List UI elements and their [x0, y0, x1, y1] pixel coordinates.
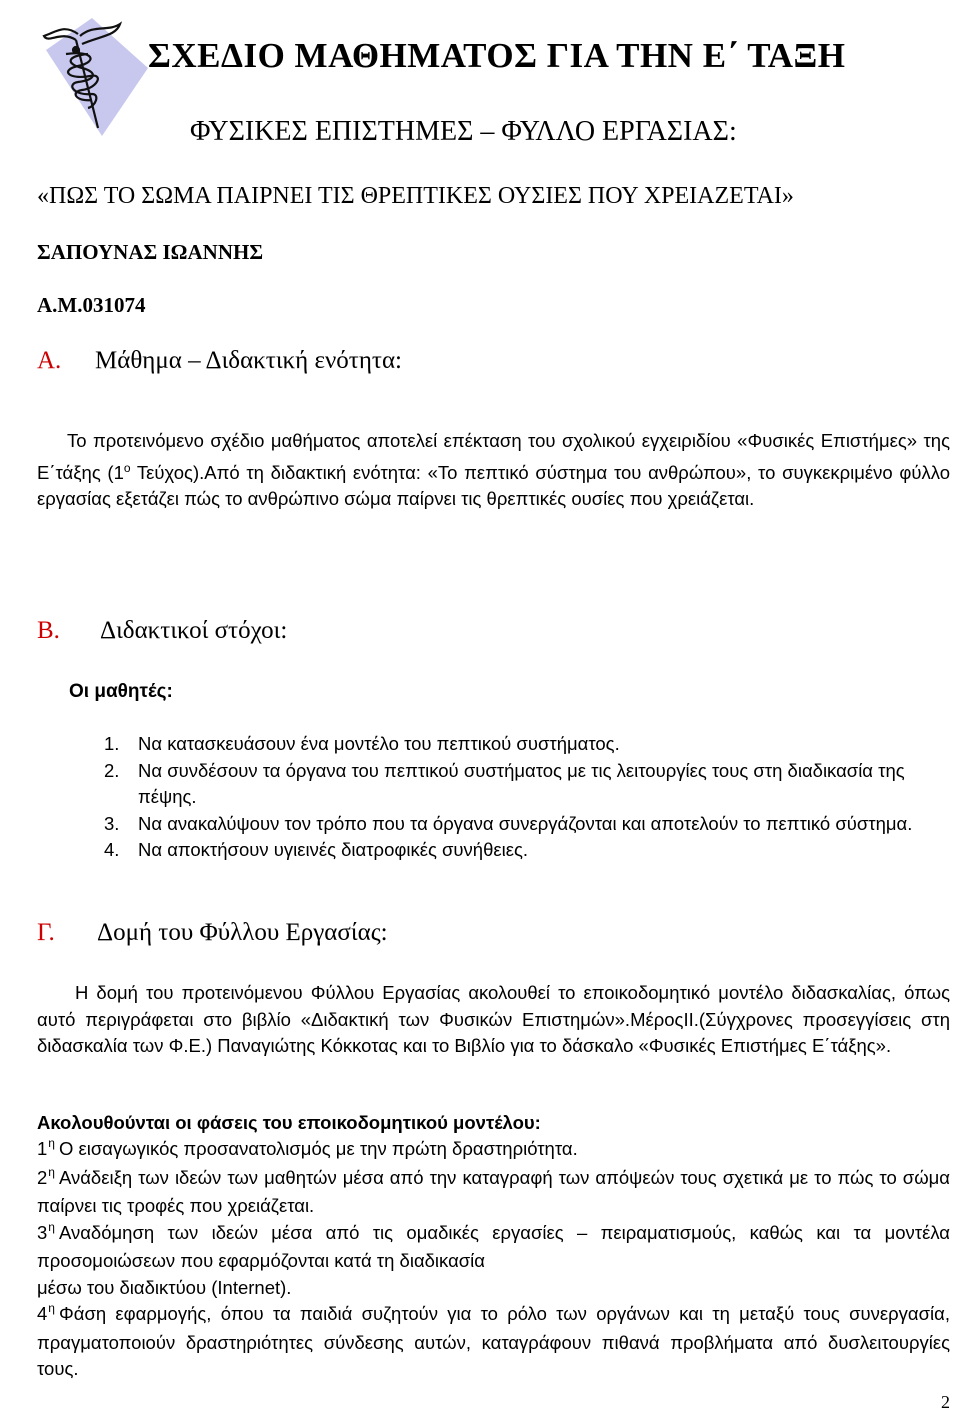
worksheet-topic: «ΠΩΣ ΤΟ ΣΩΜΑ ΠΑΙΡΝΕΙ ΤΙΣ ΘΡΕΠΤΙΚΕΣ ΟΥΣΙΕΣ ΠΟΥ ΧΡΕΙΑΖΕΤΑΙ»: [37, 183, 794, 209]
page-subtitle: ΦΥΣΙΚΕΣ ΕΠΙΣΤΗΜΕΣ – ΦΥΛΛΟ ΕΡΓΑΣΙΑΣ:: [190, 116, 737, 147]
section-a-letter: Α.: [37, 347, 62, 374]
section-b-letter: Β.: [37, 617, 60, 644]
list-item: [37, 1165, 950, 1220]
paragraph-text: Το προτεινόμενο σχέδιο μαθήματος αποτελεί επέκταση του σχολικού εγχειριδίου «Φυσικές Επιστήμες» της Ε΄τάξης (1: [37, 430, 950, 483]
phases-heading: [37, 1110, 950, 1137]
paragraph-text: Τεύχος).Από τη διδακτική ενότητα: «Το πεπτικό σύστημα του ανθρώπου», το συγκεκριμένο φύλλο εργασίας εξετάζει πώς το ανθρώπινο σώμα παίρνει τις θρεπτικές ουσίες που χρειάζεται.: [37, 461, 950, 510]
phase-text: μέσω του διαδικτύου (Internet).: [37, 1276, 292, 1298]
list-item-text: Να κατασκευάσουν ένα μοντέλο του πεπτικού συστήματος.: [138, 733, 620, 754]
list-item: [37, 1136, 950, 1165]
list-item: [104, 731, 950, 758]
caduceus-icon: [36, 10, 158, 138]
superscript: η: [48, 1136, 55, 1150]
list-item-number: 2.: [104, 759, 120, 781]
phases-list: [37, 1136, 950, 1383]
page-title: ΣΧΕΔΙΟ ΜΑΘΗΜΑΤΟΣ ΓΙΑ ΤΗΝ Ε΄ ΤΑΞΗ: [148, 36, 846, 75]
list-item: [37, 1220, 950, 1302]
superscript: η: [48, 1301, 55, 1315]
section-g-letter: Γ.: [37, 919, 55, 946]
list-item: [37, 1301, 950, 1383]
superscript: η: [48, 1219, 55, 1234]
list-item-number: 1.: [104, 733, 120, 754]
phase-number: 3: [37, 1221, 48, 1243]
list-item: [104, 758, 950, 811]
list-item-text: Να ανακαλύψουν τον τρόπο που τα όργανα συνεργάζονται και αποτελούν το πεπτικό σύστημα.: [138, 812, 913, 834]
section-a-paragraph: [37, 428, 950, 513]
list-item: [104, 837, 950, 864]
list-item-text: Να συνδέσουν τα όργανα του πεπτικού συστήματος με τις λειτουργίες τους στη διαδικασία της πέψης.: [138, 759, 905, 807]
superscript: ο: [123, 460, 131, 475]
list-item-number: 3.: [104, 812, 120, 834]
phase-text: Αναδόμηση των ιδεών μέσα από τις ομαδικές εργασίες – πειραματισμούς, καθώς και τα μοντέλα προσομοιώσεων που εφαρμόζονται κατά τη διαδικασία: [37, 1221, 950, 1271]
phase-number: 4: [37, 1303, 48, 1324]
section-g-paragraph: Η δομή του προτεινόμενου Φύλλου Εργασίας ακολουθεί το εποικοδομητικό μοντέλο διδασκαλίας, όπως αυτό περιγράφεται στο βιβλίο «Διδακτική των Φυσικών Επιστημών».ΜέροςΙΙ.(Σύγχρονες προσεγγίσεις στη διδασκαλία των Φ.Ε.) Παναγιώτης Κόκκοτας και το Βιβλίο για το δάσκαλο «Φυσικές Επιστήμες Ε΄τάξης».: [37, 982, 950, 1056]
phase-text: Ο εισαγωγικός προσανατολισμός με την πρώτη δραστηριότητα.: [58, 1138, 578, 1159]
phase-text: Φάση εφαρμογής, όπου τα παιδιά συζητούν για το ρόλο των οργάνων και τη μεταξύ τους συνεργασία, πραγματοποιούν δραστηριότητες σύνδεσης αυτών, καταγράφουν πιθανά προβλήματα από δυσλειτουργίες τους.: [37, 1303, 950, 1379]
section-g-title: Δομή του Φύλλου Εργασίας:: [97, 919, 388, 946]
section-a-title: Μάθημα – Διδακτική ενότητα:: [95, 347, 402, 374]
section-b-title: Διδακτικοί στόχοι:: [100, 617, 288, 644]
list-item: [104, 811, 950, 838]
phases-heading-text: Ακολουθούνται οι φάσεις του εποικοδομητικού μοντέλου:: [37, 1112, 541, 1133]
list-item-text: Να αποκτήσουν υγιεινές διατροφικές συνήθειες.: [138, 839, 529, 860]
pupils-label: Οι μαθητές:: [69, 681, 173, 702]
phase-number: 1: [37, 1138, 48, 1159]
section-g-heading: [37, 919, 388, 947]
list-item-number: 4.: [104, 839, 120, 860]
phase-number: 2: [37, 1166, 48, 1188]
page-number: 2: [941, 1392, 950, 1412]
objectives-list: [104, 731, 950, 864]
section-b-heading: [37, 617, 288, 645]
author-name: ΣΑΠΟΥΝΑΣ ΙΩΑΝΝΗΣ: [37, 240, 264, 264]
section-a-heading: [37, 347, 402, 375]
superscript: η: [48, 1164, 55, 1179]
phase-text: Ανάδειξη των ιδεών των μαθητών μέσα από την καταγραφή των απόψεών τους σχετικά με το πώς το σώμα παίρνει τις τροφές που χρειάζεται.: [37, 1166, 950, 1216]
student-id: Α.Μ.031074: [37, 293, 146, 317]
